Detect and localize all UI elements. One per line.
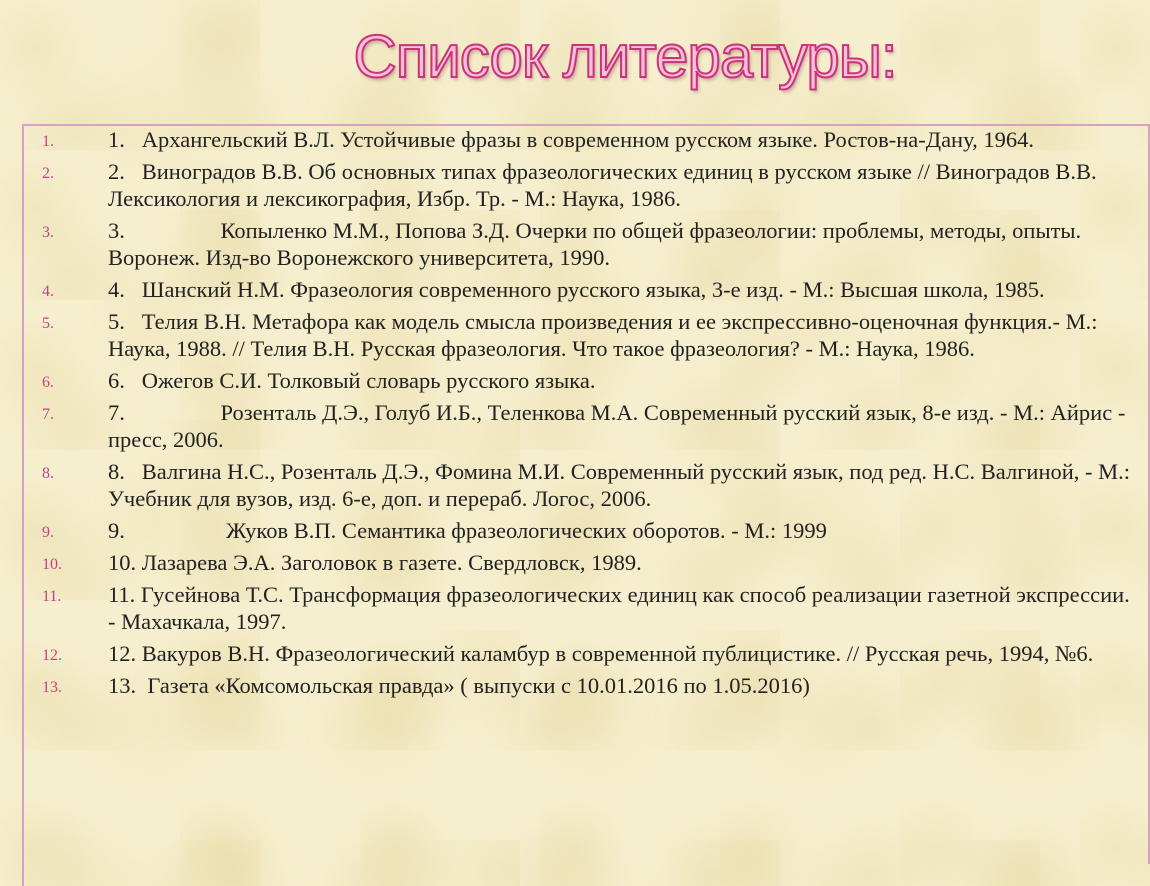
list-item bbox=[42, 458, 1137, 512]
list-number: 5. bbox=[42, 315, 54, 332]
list-item bbox=[42, 308, 1137, 362]
list-number: 4. bbox=[42, 283, 54, 300]
list-item bbox=[42, 672, 1137, 699]
list-text: 5. Телия В.Н. Метафора как модель смысла произведения и ее экспрессивно-оценочная функция.- М.: Наука, 1988. // Телия В.Н. Русская фразеология. Что такое фразеология? - М.: Наука, 1986. bbox=[108, 309, 1104, 361]
list-text: 13. Газета «Комсомольская правда» ( выпуски с 10.01.2016 по 1.05.2016) bbox=[108, 673, 810, 698]
list-item bbox=[42, 399, 1137, 453]
list-item bbox=[42, 640, 1137, 667]
list-number: 13. bbox=[42, 679, 62, 696]
list-number: 2. bbox=[42, 165, 54, 182]
list-text: 11. Гусейнова Т.С. Трансформация фразеологических единиц как способ реализации газетной экспрессии. - Махачкала, 1997. bbox=[108, 582, 1136, 634]
list-item bbox=[42, 126, 1137, 153]
page-title: Список литературы: bbox=[353, 23, 897, 90]
list-item bbox=[42, 276, 1137, 303]
list-number: 8. bbox=[42, 465, 54, 482]
list-number: 6. bbox=[42, 374, 54, 391]
list-item bbox=[42, 581, 1137, 635]
list-number: 11. bbox=[42, 588, 62, 605]
list-text: 7. Розенталь Д.Э., Голуб И.Б., Теленкова М.А. Современный русский язык, 8-е изд. - М.: Айрис - пресс, 2006. bbox=[108, 400, 1131, 452]
list-number: 10. bbox=[42, 556, 62, 573]
list-number: 9. bbox=[42, 524, 54, 541]
list-text: 1. Архангельский В.Л. Устойчивые фразы в современном русском языке. Ростов-на-Дану, 1964. bbox=[108, 127, 1034, 152]
list-number: 3. bbox=[42, 224, 54, 241]
list-text: 2. Виноградов В.В. Об основных типах фразеологических единиц в русском языке // Виноградов В.В. Лексикология и лексикография, Избр. Тр. - М.: Наука, 1986. bbox=[108, 159, 1103, 211]
list-item bbox=[42, 158, 1137, 212]
list-text: 4. Шанский Н.М. Фразеология современного русского языка, 3-е изд. - М.: Высшая школа, 1985. bbox=[108, 277, 1045, 302]
list-number: 12. bbox=[42, 647, 62, 664]
list-item bbox=[42, 517, 1137, 544]
list-item bbox=[42, 549, 1137, 576]
list-text: 3. Копыленко М.М., Попова З.Д. Очерки по общей фразеологии: проблемы, методы, опыты. Воронеж. Изд-во Воронежского университета, 1990. bbox=[108, 218, 1087, 270]
list-text: 9. Жуков В.П. Семантика фразеологических оборотов. - М.: 1999 bbox=[108, 518, 827, 543]
list-text: 6. Ожегов С.И. Толковый словарь русского языка. bbox=[108, 368, 596, 393]
list-text: 12. Вакуров В.Н. Фразеологический каламбур в современной публицистике. // Русская речь, 1994, №6. bbox=[108, 641, 1094, 666]
list-item bbox=[42, 217, 1137, 271]
list-text: 10. Лазарева Э.А. Заголовок в газете. Свердловск, 1989. bbox=[108, 550, 642, 575]
list-item bbox=[42, 367, 1137, 394]
list-text: 8. Валгина Н.С., Розенталь Д.Э., Фомина М.И. Современный русский язык, под ред. Н.С. Валгиной, - М.: Учебник для вузов, изд. 6-е, доп. и перераб. Логос, 2006. bbox=[108, 459, 1136, 511]
list-number: 1. bbox=[42, 133, 54, 150]
list-number: 7. bbox=[42, 406, 54, 423]
bibliography-list bbox=[42, 126, 1137, 704]
